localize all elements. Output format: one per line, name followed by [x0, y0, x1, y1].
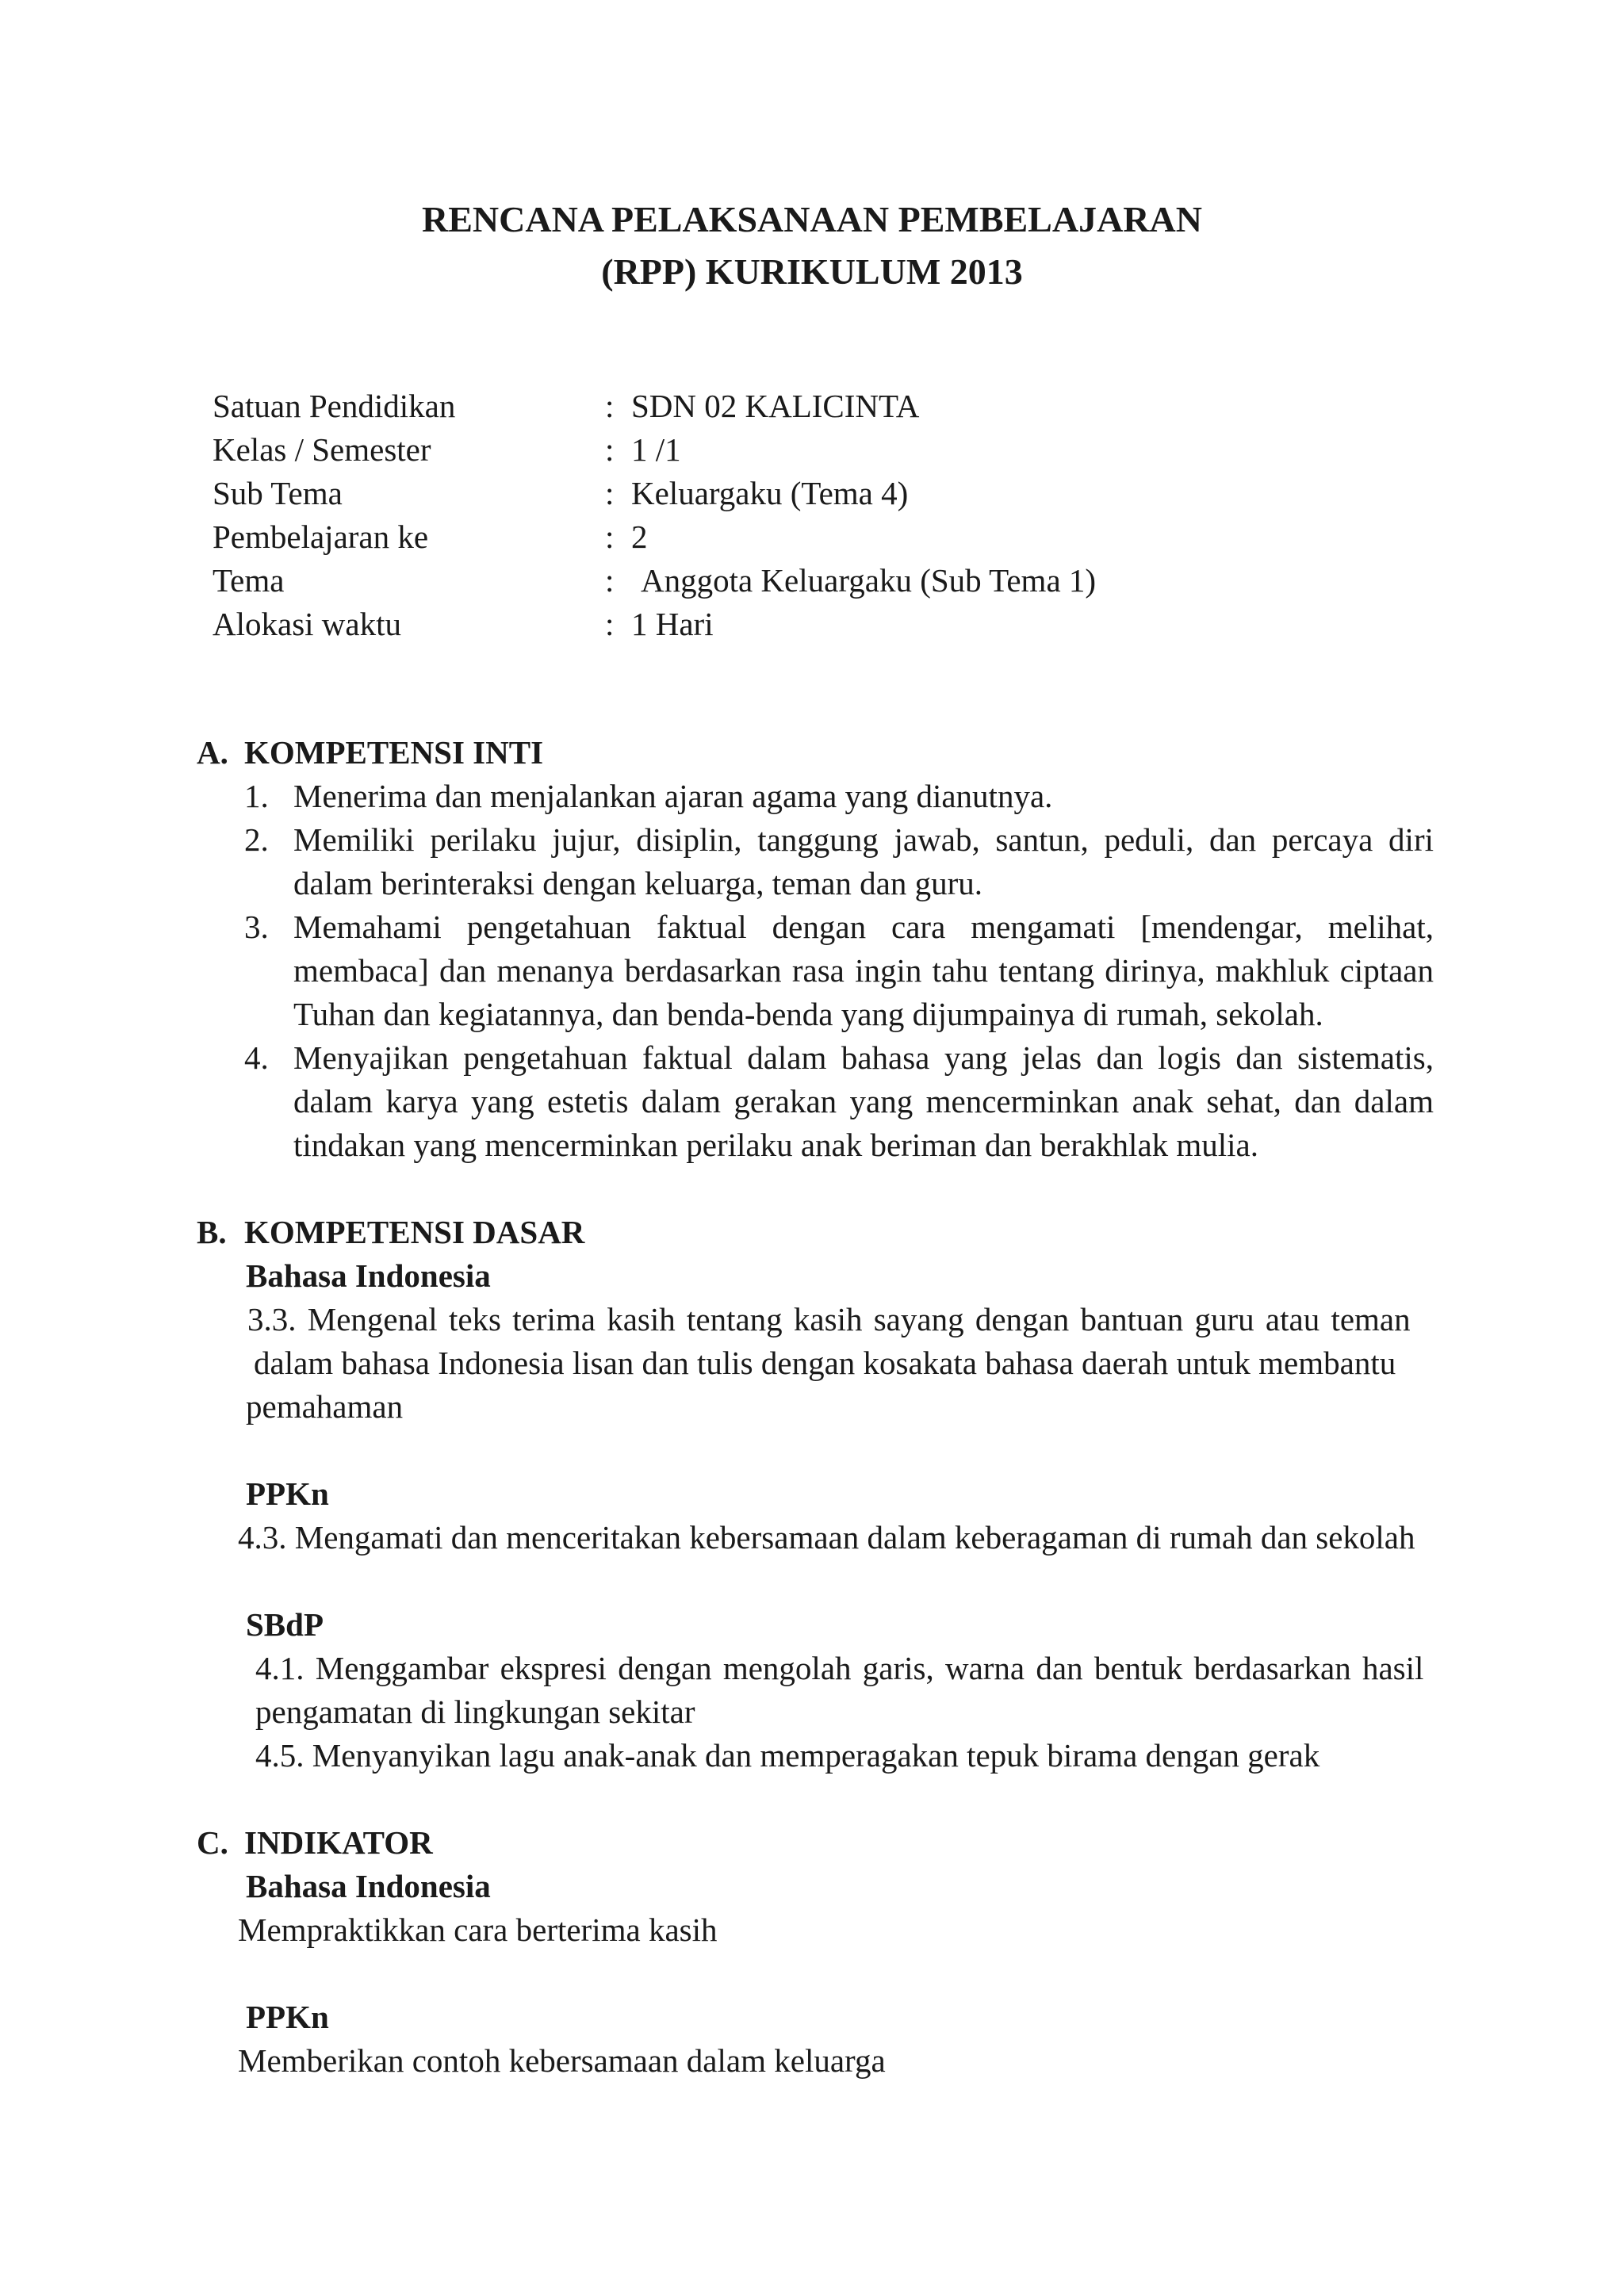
info-value: Keluargaku (Tema 4) — [631, 475, 909, 511]
list-text: Menyajikan pengetahuan faktual dalam bahasa yang jelas dan logis dan sistematis, dalam karya yang estetis dalam gerakan yang mencerminkan anak sehat, dan dalam tindakan yang mencerminkan perilaku anak beriman dan berakhlak mulia. — [293, 1039, 1434, 1163]
document-title — [0, 193, 1624, 298]
info-label: Sub Tema — [213, 475, 343, 511]
kd-line: 4.5. Menyanyikan lagu anak-anak dan memperagakan tepuk birama dengan gerak — [255, 1737, 1320, 1774]
section-c-heading — [197, 1821, 433, 1865]
info-colon: : — [605, 606, 615, 642]
list-text: Memahami pengetahuan faktual dengan cara mengamati [mendengar, melihat, membaca] dan menanya berdasarkan rasa ingin tahu tentang dirinya, makhluk ciptaan Tuhan dan kegiatannya, dan benda-benda yang dijumpainya di rumah, sekolah. — [293, 909, 1434, 1032]
info-value: SDN 02 KALICINTA — [631, 388, 920, 424]
kd-line: pemahaman — [246, 1388, 404, 1425]
info-label: Tema — [213, 562, 285, 599]
title-line-1: RENCANA PELAKSANAAN PEMBELAJARAN — [422, 199, 1202, 239]
subheading-ppkn: PPKn — [246, 1999, 329, 2035]
section-b-heading — [197, 1211, 584, 1254]
section-a-heading — [197, 731, 543, 775]
list-number: 2. — [244, 821, 269, 858]
list-number: 3. — [244, 909, 269, 945]
info-colon: : — [605, 519, 615, 555]
list-number: 4. — [244, 1039, 269, 1076]
info-label: Pembelajaran ke — [213, 519, 429, 555]
subheading-bahasa-indonesia: Bahasa Indonesia — [246, 1868, 491, 1904]
kd-line: dalam bahasa Indonesia lisan dan tulis dengan kosakata bahasa daerah untuk membantu — [254, 1345, 1396, 1381]
kompetensi-inti-list — [244, 775, 1434, 1167]
section-letter: A. — [197, 734, 228, 771]
info-value: 2 — [631, 519, 648, 555]
indikator-ppkn: Memberikan contoh kebersamaan dalam keluarga — [238, 2042, 886, 2079]
subheading-sbdp: SBdP — [246, 1606, 324, 1643]
subheading-bahasa-indonesia: Bahasa Indonesia — [246, 1257, 491, 1294]
section-letter: C. — [197, 1824, 228, 1861]
kd-sbdp — [255, 1647, 1445, 1777]
list-item — [244, 818, 1434, 905]
kd-line: pengamatan di lingkungan sekitar — [255, 1693, 695, 1730]
list-text: Menerima dan menjalankan ajaran agama yang dianutnya. — [293, 778, 1053, 814]
subheading-ppkn: PPKn — [246, 1475, 329, 1512]
info-label: Satuan Pendidikan — [213, 388, 456, 424]
info-value: Anggota Keluargaku (Sub Tema 1) — [641, 562, 1097, 599]
kd-line: 3.3. Mengenal teks terima kasih tentang kasih sayang dengan bantuan guru atau teman — [247, 1301, 1411, 1337]
info-colon: : — [605, 431, 615, 468]
info-colon: : — [605, 388, 615, 424]
section-title: INDIKATOR — [244, 1824, 433, 1861]
info-colon: : — [605, 475, 615, 511]
kd-ppkn: 4.3. Mengamati dan menceritakan kebersamaan dalam keberagaman di rumah dan sekolah — [238, 1519, 1415, 1556]
section-title: KOMPETENSI DASAR — [244, 1214, 585, 1250]
kd-line: 4.1. Menggambar ekspresi dengan mengolah garis, warna dan bentuk berdasarkan hasil — [255, 1650, 1424, 1686]
list-item — [244, 1036, 1434, 1167]
list-number: 1. — [244, 778, 269, 814]
info-value: 1 /1 — [631, 431, 681, 468]
list-item — [244, 905, 1434, 1036]
title-line-2: (RPP) KURIKULUM 2013 — [601, 251, 1023, 292]
info-value: 1 Hari — [631, 606, 714, 642]
section-title: KOMPETENSI INTI — [244, 734, 544, 771]
info-label: Kelas / Semester — [213, 431, 431, 468]
indikator-bahasa-indonesia: Mempraktikkan cara berterima kasih — [238, 1911, 718, 1948]
info-colon: : — [605, 562, 615, 599]
section-letter: B. — [197, 1214, 227, 1250]
list-item — [244, 775, 1434, 818]
list-text: Memiliki perilaku jujur, disiplin, tanggung jawab, santun, peduli, dan percaya diri dalam berinteraksi dengan keluarga, teman dan guru. — [293, 821, 1434, 901]
info-label: Alokasi waktu — [213, 606, 401, 642]
kd-bahasa-indonesia — [246, 1298, 1435, 1429]
